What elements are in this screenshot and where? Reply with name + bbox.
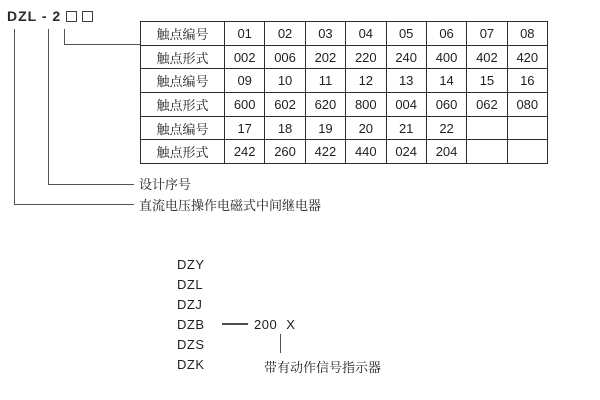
table-cell: 060 [426, 93, 466, 117]
connector-line-table-vertical [64, 29, 65, 45]
table-cell: 10 [265, 69, 305, 93]
table-row [141, 69, 548, 93]
table-cell: 202 [305, 45, 345, 69]
dzb-variant-x: X [286, 316, 296, 332]
table-cell: 06 [426, 22, 466, 46]
table-cell: 422 [305, 140, 345, 164]
table-cell: 16 [507, 69, 547, 93]
model-code-text: DZL - 2 [7, 8, 62, 24]
series-item-dzj [177, 294, 295, 314]
table-cell: 620 [305, 93, 345, 117]
table-cell: 15 [467, 69, 507, 93]
series-item-dzb [177, 314, 295, 334]
table-cell: 260 [265, 140, 305, 164]
table-cell: 12 [346, 69, 386, 93]
table-cell: 002 [225, 45, 265, 69]
connector-line-table-horizontal [64, 44, 140, 45]
table-cell: 03 [305, 22, 345, 46]
contact-code-table [140, 21, 548, 164]
table-cell: 204 [426, 140, 466, 164]
table-cell: 400 [426, 45, 466, 69]
table-cell: 08 [507, 22, 547, 46]
table-cell: 21 [386, 116, 426, 140]
table-cell: 062 [467, 93, 507, 117]
table-cell: 14 [426, 69, 466, 93]
series-list [177, 254, 295, 374]
row-header-cell: 触点形式 [141, 140, 225, 164]
indicator-note-label: 带有动作信号指示器 [264, 360, 382, 375]
table-cell: 11 [305, 69, 345, 93]
table-cell: 440 [346, 140, 386, 164]
table-cell: 20 [346, 116, 386, 140]
table-cell [467, 140, 507, 164]
table-row [141, 93, 548, 117]
series-code: DZK [177, 356, 205, 372]
table-cell: 09 [225, 69, 265, 93]
series-item-dzs [177, 334, 295, 354]
table-cell [507, 116, 547, 140]
series-code: DZL [177, 276, 204, 292]
model-code [7, 8, 93, 24]
row-header-cell: 触点编号 [141, 116, 225, 140]
table-cell: 600 [225, 93, 265, 117]
model-digit-placeholder-square [66, 11, 77, 22]
table-cell: 05 [386, 22, 426, 46]
series-item-dzy [177, 254, 295, 274]
table-cell: 420 [507, 45, 547, 69]
table-row [141, 45, 548, 69]
row-header-cell: 触点编号 [141, 69, 225, 93]
table-cell: 19 [305, 116, 345, 140]
indicator-connector-line [280, 334, 281, 353]
table-cell: 242 [225, 140, 265, 164]
dzb-connector-line [222, 323, 248, 324]
series-code: DZB [177, 316, 205, 332]
connector-line-relay-vertical [14, 29, 15, 205]
table-cell: 13 [386, 69, 426, 93]
table-cell: 17 [225, 116, 265, 140]
table-cell: 004 [386, 93, 426, 117]
table-cell: 800 [346, 93, 386, 117]
row-header-cell: 触点形式 [141, 45, 225, 69]
relay-description-label: 直流电压操作电磁式中间继电器 [139, 198, 322, 213]
table-cell: 024 [386, 140, 426, 164]
series-code: DZJ [177, 296, 203, 312]
series-code: DZS [177, 336, 205, 352]
series-code: DZY [177, 256, 205, 272]
design-serial-label: 设计序号 [139, 177, 192, 192]
contact-table-body [141, 22, 548, 164]
table-cell: 006 [265, 45, 305, 69]
table-cell: 220 [346, 45, 386, 69]
table-cell: 080 [507, 93, 547, 117]
table-cell: 18 [265, 116, 305, 140]
table-cell: 01 [225, 22, 265, 46]
dzb-number: 200 [254, 316, 278, 332]
model-digit-placeholder-square [82, 11, 93, 22]
table-cell [507, 140, 547, 164]
table-cell: 402 [467, 45, 507, 69]
table-cell: 22 [426, 116, 466, 140]
table-cell [467, 116, 507, 140]
row-header-cell: 触点形式 [141, 93, 225, 117]
table-row [141, 22, 548, 46]
table-row [141, 140, 548, 164]
table-cell: 240 [386, 45, 426, 69]
connector-line-design-horizontal [48, 184, 134, 185]
table-cell: 04 [346, 22, 386, 46]
row-header-cell: 触点编号 [141, 22, 225, 46]
table-cell: 602 [265, 93, 305, 117]
table-cell: 07 [467, 22, 507, 46]
connector-line-design-vertical [48, 29, 49, 185]
table-row [141, 116, 548, 140]
table-cell: 02 [265, 22, 305, 46]
series-item-dzl [177, 274, 295, 294]
connector-line-relay-horizontal [14, 204, 134, 205]
